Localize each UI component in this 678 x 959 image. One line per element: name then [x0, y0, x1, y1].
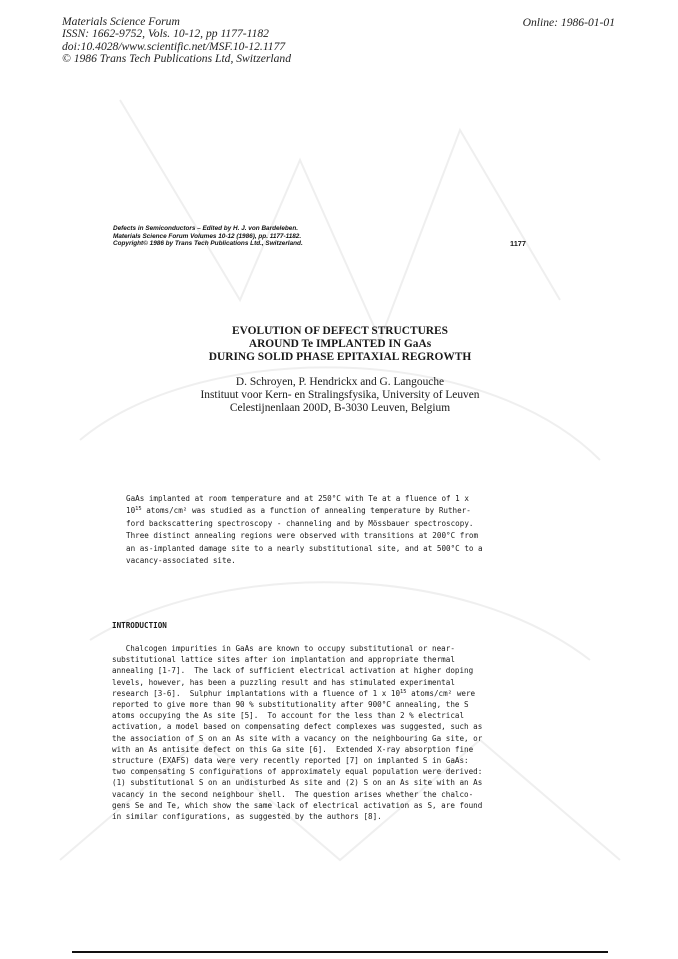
conference-note-line: Copyright© 1986 by Trans Tech Publications Ltd., Switzerland.: [113, 240, 303, 248]
text-line: two compensating S configurations of approximately equal population were derived:: [112, 767, 483, 777]
page-number: 1177: [510, 239, 527, 248]
conference-note: [113, 225, 303, 248]
affiliation-line: Celestijnenlaan 200D, B-3030 Leuven, Belgium: [229, 402, 451, 415]
doi-link[interactable]: doi:10.4028/www.scientific.net/MSF.10-12.1177: [62, 39, 286, 53]
journal-header-line: Materials Science Forum: [62, 15, 180, 28]
text-line: atoms occupying the As site [5]. To account for the less than 2 % electrical: [112, 711, 465, 721]
text-line: in similar configurations, as suggested by the authors [8].: [112, 812, 382, 822]
author-block: [130, 376, 550, 416]
footer-rule: [72, 951, 608, 953]
conference-note-line: Defects in Semiconductors – Edited by H. J. von Bardeleben.: [113, 225, 299, 232]
journal-header: [62, 16, 291, 66]
text-line: ford backscattering spectroscopy - channeling and by Mössbauer spectroscopy.: [126, 518, 474, 528]
text-line: vacancy in the second neighbour shell. The question arises whether the chalco-: [112, 789, 474, 799]
text-line: Three distinct annealing regions were observed with transitions at 200°C from: [126, 531, 479, 541]
title-line: AROUND Te IMPLANTED IN GaAs: [248, 338, 432, 350]
introduction-body: [112, 643, 482, 822]
text-line: structure (EXAFS) data were very recently reported [7] on implanted S in GaAs:: [112, 756, 469, 766]
title-line: DURING SOLID PHASE EPITAXIAL REGROWTH: [208, 351, 472, 363]
text-line: the association of S on an As site with a vacancy on the neighbouring Ga site, or: [112, 733, 483, 743]
text-line: research [3-6]. Sulphur implantations with a fluence of 1 x $10^{15}$ atoms/cm² were: [112, 688, 476, 698]
text-line: (1) substitutional S on an undisturbed As site and (2) S on an As site with an As: [112, 778, 483, 788]
text-line: $10^{15}$ atoms/cm² was studied as a function of annealing temperature by Ruther-: [126, 506, 471, 516]
text-line: reported to give more than 90 % substitutionality after 900°C annealing, the S: [112, 700, 469, 710]
paper-title: [130, 325, 550, 364]
text-line: activation, a model based on compensating defect complexes was suggested, such as: [112, 722, 483, 732]
abstract: [126, 493, 483, 567]
title-line: EVOLUTION OF DEFECT STRUCTURES: [232, 325, 448, 337]
text-line: an as-implanted damage site to a nearly substitutional site, and at 500°C to a: [126, 543, 483, 553]
author-names: D. Schroyen, P. Hendrickx and G. Langouche: [235, 376, 445, 388]
journal-header-line: ISSN: 1662-9752, Vols. 10-12, pp 1177-1182: [62, 27, 269, 41]
text-line: annealing [1-7]. The lack of sufficient electrical activation at higher doping: [112, 666, 474, 676]
section-heading: INTRODUCTION: [112, 621, 167, 630]
text-line: with an As antisite defect on this Ga site [6]. Extended X-ray absorption fine: [112, 744, 474, 754]
text-line: levels, however, has been a puzzling result and has stimulated experimental: [112, 677, 455, 687]
online-date: Online: 1986-01-01: [522, 16, 615, 29]
affiliation-line: Instituut voor Kern- en Stralingsfysika, University of Leuven: [200, 389, 480, 402]
text-line: substitutional lattice sites after ion implantation and appropriate thermal: [112, 655, 455, 665]
conference-note-line: Materials Science Forum Volumes 10-12 (1986), pp. 1177-1182.: [113, 232, 302, 240]
text-line: GaAs implanted at room temperature and at 250°C with Te at a fluence of 1 x: [126, 494, 469, 503]
text-line: gens Se and Te, which show the same lack of electrical activation as S, are found: [112, 800, 483, 810]
journal-header-line: © 1986 Trans Tech Publications Ltd, Switzerland: [62, 52, 292, 66]
text-line: vacancy-associated site.: [126, 556, 236, 566]
text-line: Chalcogen impurities in GaAs are known to occupy substitutional or near-: [112, 644, 455, 653]
